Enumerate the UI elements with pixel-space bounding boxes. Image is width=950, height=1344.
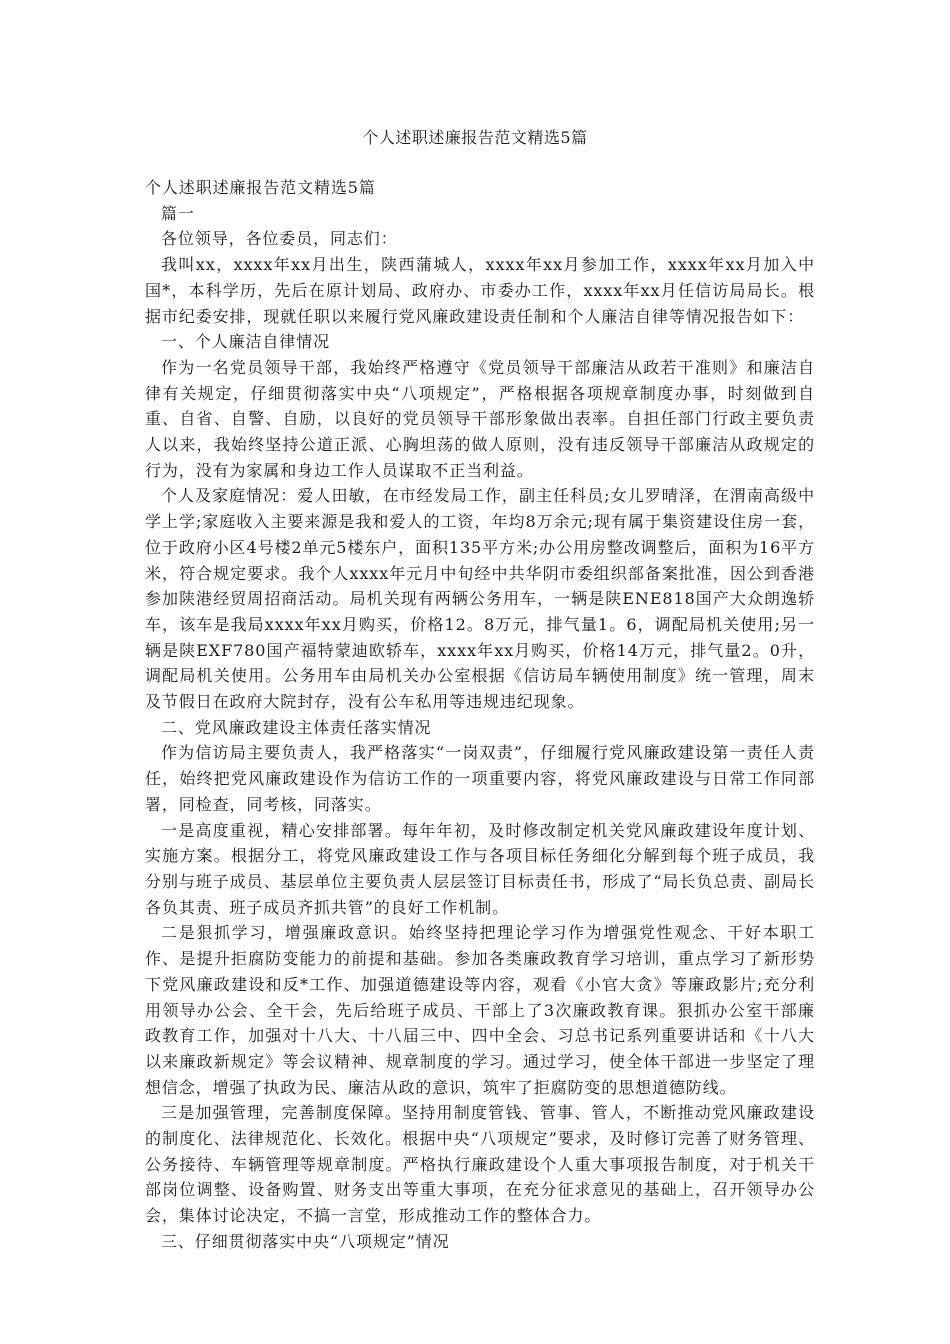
document-body xyxy=(145,175,815,1255)
section-label: 篇一 xyxy=(161,203,195,223)
paragraph: 作为信访局主要负责人，我严格落实“一岗双责”，仔细履行党风廉政建设第一责任人责任，始终把党风廉政建设作为信访工作的一项重要内容，将党风廉政建设与日常工作同部署，同检查，同考核，同落实。 xyxy=(145,743,815,814)
paragraph: 三是加强管理，完善制度保障。坚持用制度管钱、管事、管人，不断推动党风廉政建设的制度化、法律规范化、长效化。根据中央“八项规定”要求，及时修订完善了财务管理、公务接待、车辆管理等规章制度。严格执行廉政建设个人重大事项报告制度，对于机关干部岗位调整、设备购置、财务支出等重大事项，在充分征求意见的基础上，召开领导办公会，集体讨论决定，不搞一言堂，形成推动工作的整体合力。 xyxy=(145,1103,815,1226)
document-title: 个人述职述廉报告范文精选5篇 xyxy=(362,128,588,147)
heading-section-3: 三、仔细贯彻落实中央“八项规定”情况 xyxy=(161,1231,450,1251)
paragraph: 作为一名党员领导干部，我始终严格遵守《党员领导干部廉洁从政若干准则》和廉洁自律有关规定，仔细贯彻落实中央“八项规定”，严格根据各项规章制度办事，时刻做到自重、自省、自警、自励，以良好的党员领导干部形象做出表率。自担任部门行政主要负责人以来，我始终坚持公道正派、心胸坦荡的做人原则，没有违反领导干部廉洁从政规定的行为，没有为家属和身边工作人员谋取不正当利益。 xyxy=(145,357,815,480)
paragraph-intro: 我叫xx，xxxx年xx月出生，陕西蒲城人，xxxx年xx月参加工作，xxxx年xx月加入中国*，本科学历，先后在原计划局、政府办、市委办工作，xxxx年xx月任信访局局长。根据市纪委安排，现就任职以来履行党风廉政建设责任制和个人廉洁自律等情况报告如下： xyxy=(145,255,815,326)
heading-section-2: 二、党风廉政建设主体责任落实情况 xyxy=(161,717,432,737)
paragraph: 一是高度重视，精心安排部署。每年年初，及时修改制定机关党风廉政建设年度计划、实施方案。根据分工，将党风廉政建设工作与各项目标任务细化分解到每个班子成员，我分别与班子成员、基层单位主要负责人层层签订目标责任书，形成了“局长负总责、副局长各负其责、班子成员齐抓共管”的良好工作机制。 xyxy=(145,820,815,917)
document-subtitle: 个人述职述廉报告范文精选5篇 xyxy=(145,178,376,197)
salutation: 各位领导，各位委员，同志们： xyxy=(161,229,398,249)
paragraph: 个人及家庭情况：爱人田敏，在市经发局工作，副主任科员;女儿罗晴泽，在渭南高级中学上学;家庭收入主要来源是我和爱人的工资，年均8万余元;现有属于集资建设住房一套，位于政府小区4号楼2单元5楼东户，面积135平方米;办公用房整改调整后，面积为16平方米，符合规定要求。我个人xxxx年元月中旬经中共华阴市委组织部备案批准，因公到香港参加陕港经贸周招商活动。局机关现有两辆公务用车，一辆是陕ENE818国产大众朗逸轿车，该车是我局xxxx年xx月购买，价格12。8万元，排气量1。6，调配局机关使用;另一辆是陕EXF780国产福特蒙迪欧轿车，xxxx年xx月购买，价格14万元，排气量2。0升，调配局机关使用。公务用车由局机关办公室根据《信访局车辆使用制度》统一管理，周末及节假日在政府大院封存，没有公车私用等违规违纪现象。 xyxy=(145,486,815,712)
paragraph: 二是狠抓学习，增强廉政意识。始终坚持把理论学习作为增强党性观念、干好本职工作、是提升拒腐防变能力的前提和基础。参加各类廉政教育学习培训，重点学习了新形势下党风廉政建设和反*工作、加强道德建设等内容，观看《小官大贪》等廉政影片;充分利用领导办公会、全干会，先后给班子成员、干部上了3次廉政教育课。狠抓办公室干部廉政教育工作，加强对十八大、十八届三中、四中全会、习总书记系列重要讲话和《十八大以来廉政新规定》等会议精神、规章制度的学习。通过学习，使全体干部进一步坚定了理想信念，增强了执政为民、廉洁从政的意识，筑牢了拒腐防变的思想道德防线。 xyxy=(145,923,815,1097)
heading-section-1: 一、个人廉洁自律情况 xyxy=(161,332,331,352)
